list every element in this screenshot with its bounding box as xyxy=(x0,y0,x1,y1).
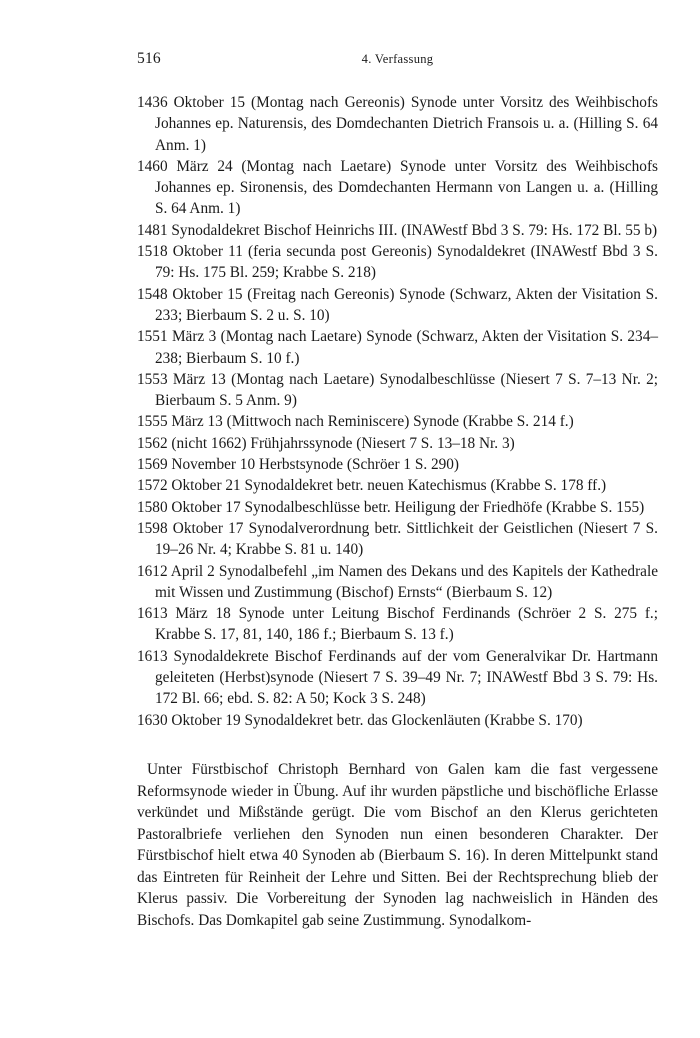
list-item: 1613 Synodaldekrete Bischof Ferdinands auf der vom Generalvikar Dr. Hartmann geleiteten (Herbst)synode (Niesert 7 S. 39–49 Nr. 7; INAWestf Bbd 3 S. 79: Hs. 172 Bl. 66; ebd. S. 82: A 50; Kock 3 S. 248) xyxy=(137,647,658,708)
page-header xyxy=(137,50,658,72)
page-number: 516 xyxy=(137,50,161,67)
list-item: 1436 Oktober 15 (Montag nach Gereonis) Synode unter Vorsitz des Weihbischofs Johannes ep. Naturensis, des Domdechanten Dietrich Fransois u. a. (Hilling S. 64 Anm. 1) xyxy=(137,94,658,154)
list-item: 1555 März 13 (Mittwoch nach Reminiscere) Synode (Krabbe S. 214 f.) xyxy=(137,413,574,431)
list-item: 1580 Oktober 17 Synodalbeschlüsse betr. Heiligung der Friedhöfe (Krabbe S. 155) xyxy=(137,498,645,516)
list-item: 1551 März 3 (Montag nach Laetare) Synode (Schwarz, Akten der Visitation S. 234–238; Bierbaum S. 10 f.) xyxy=(137,328,658,367)
list-item: 1548 Oktober 15 (Freitag nach Gereonis) Synode (Schwarz, Akten der Visitation S. 233; Bierbaum S. 2 u. S. 10) xyxy=(137,285,658,324)
list-item: 1518 Oktober 11 (feria secunda post Gereonis) Synodaldekret (INAWestf Bbd 3 S. 79: Hs. 175 Bl. 259; Krabbe S. 218) xyxy=(137,243,658,282)
list-item: 1569 November 10 Herbstsynode (Schröer 1 S. 290) xyxy=(137,456,460,474)
list-item: 1613 März 18 Synode unter Leitung Bischof Ferdinands (Schröer 2 S. 275 f.; Krabbe S. 17, 81, 140, 186 f.; Bierbaum S. 13 f.) xyxy=(137,605,658,644)
list-item: 1572 Oktober 21 Synodaldekret betr. neuen Katechismus (Krabbe S. 178 ff.) xyxy=(137,477,607,495)
synod-entry-list xyxy=(137,92,658,731)
running-head: 4. Verfassung xyxy=(361,52,434,66)
list-item: 1460 März 24 (Montag nach Laetare) Synode unter Vorsitz des Weihbischofs Johannes ep. Sironensis, des Domdechanten Hermann von Langen u. a. (Hilling S. 64 Anm. 1) xyxy=(137,157,658,218)
list-item: 1562 (nicht 1662) Frühjahrssynode (Niesert 7 S. 13–18 Nr. 3) xyxy=(137,434,515,452)
body-paragraph: Unter Fürstbischof Christoph Bernhard von Galen kam die fast vergessene Reformsynode wieder in Übung. Auf ihr wurden päpstliche und bischöfliche Erlasse verkündet und Mißstände gerügt. Die vom Bischof an den Klerus gerichteten Pastoralbriefe verliehen den Synoden nun einen besonderen Charakter. Der Fürstbischof hielt etwa 40 Synoden ab (Bierbaum S. 16). In deren Mittelpunkt stand das Eintreten für Reinheit der Lehre und Sitten. Bei der Rechtsprechung blieb der Klerus passiv. Die Vorbereitung der Synoden lag nachweislich in Händen des Bischofs. Das Domkapitel gab seine Zustimmung. Synodalkom- xyxy=(137,761,658,929)
list-item: 1630 Oktober 19 Synodaldekret betr. das Glockenläuten (Krabbe S. 170) xyxy=(137,711,583,729)
list-item: 1553 März 13 (Montag nach Laetare) Synodalbeschlüsse (Niesert 7 S. 7–13 Nr. 2; Bierbaum S. 5 Anm. 9) xyxy=(137,370,658,410)
list-item: 1481 Synodaldekret Bischof Heinrichs III. (INAWestf Bbd 3 S. 79: Hs. 172 Bl. 55 b) xyxy=(137,221,658,239)
list-item: 1598 Oktober 17 Synodalverordnung betr. Sittlichkeit der Geistlichen (Niesert 7 S. 19–26 Nr. 4; Krabbe S. 81 u. 140) xyxy=(137,519,658,559)
list-item: 1612 April 2 Synodalbefehl „im Namen des Dekans und des Kapitels der Kathedrale mit Wissen und Zustimmung (Bischof) Ernsts“ (Bierbaum S. 12) xyxy=(137,562,658,601)
